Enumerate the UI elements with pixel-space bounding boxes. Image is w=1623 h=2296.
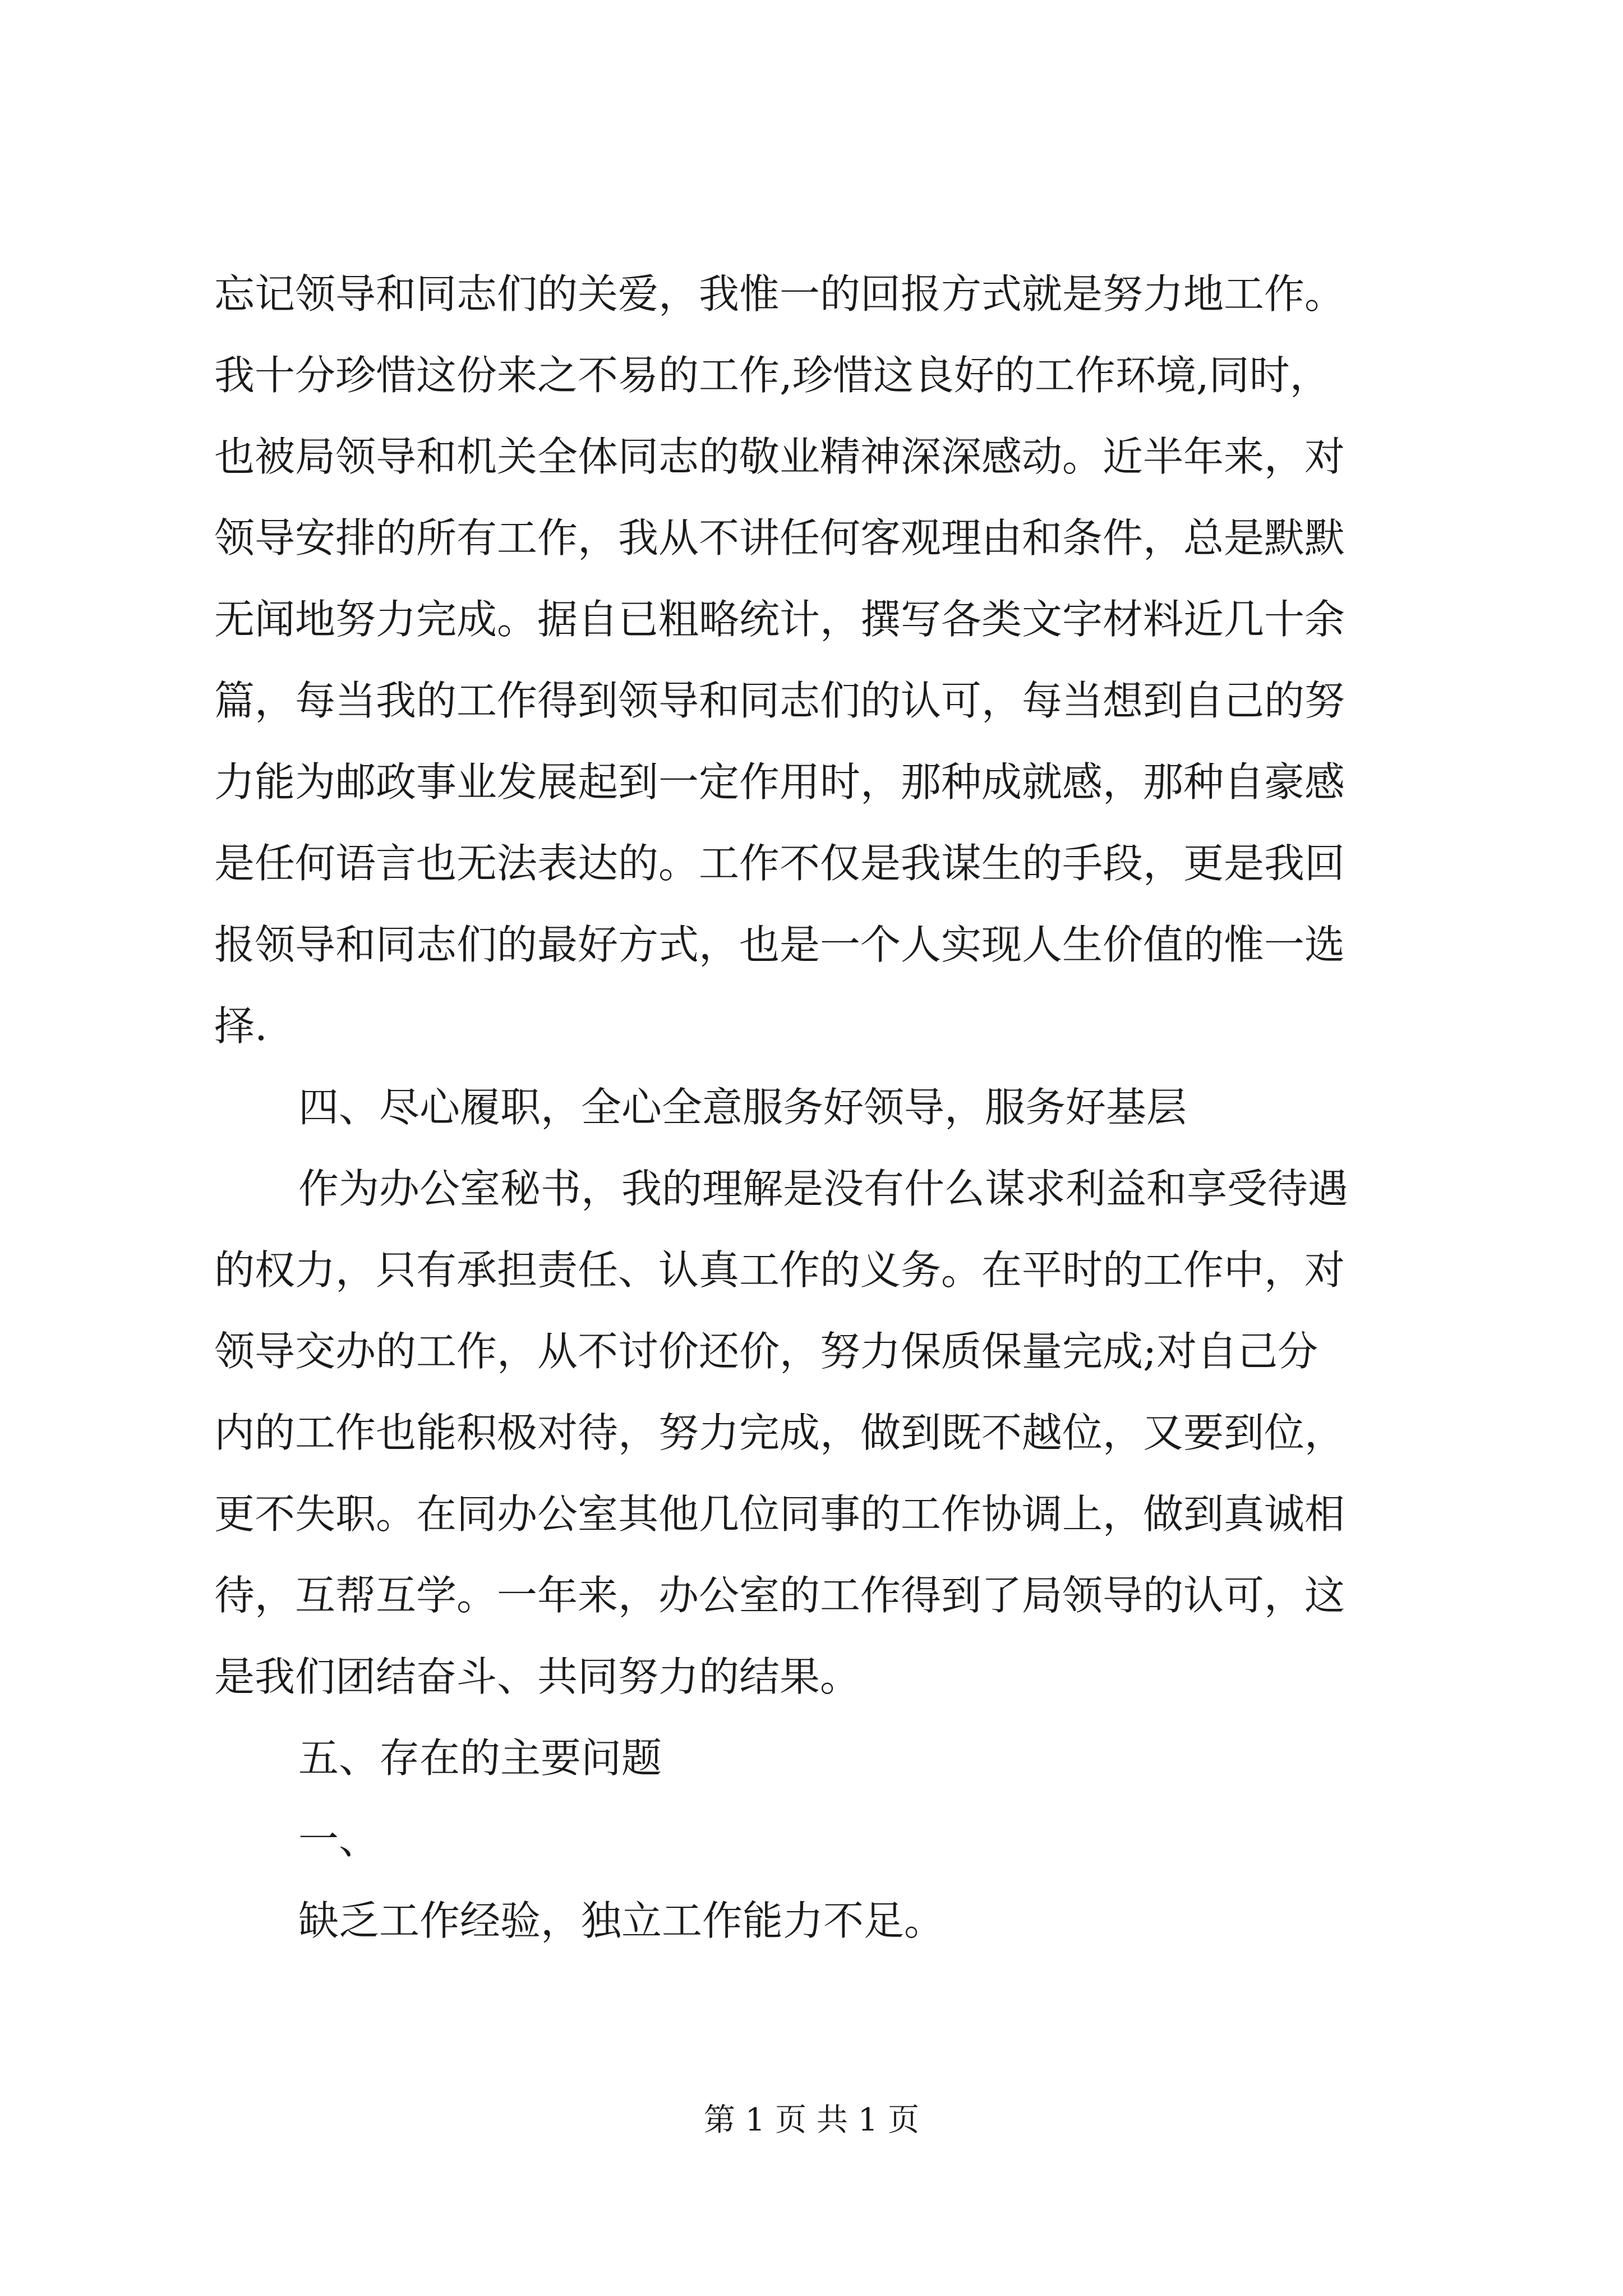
paragraph-line: 我十分珍惜这份来之不易的工作,珍惜这良好的工作环境,同时， [214, 352, 1330, 399]
paragraph-line: 是任何语言也无法表达的。工作不仅是我谋生的手段，更是我回 [214, 840, 1345, 887]
paragraph-line: 忘记领导和同志们的关爱，我惟一的回报方式就是努力地工作。 [214, 270, 1345, 318]
paragraph-line: 报领导和同志们的最好方式，也是一个人实现人生价值的惟一选 [214, 921, 1345, 968]
paragraph-line: 待，互帮互学。一年来，办公室的工作得到了局领导的认可，这 [214, 1572, 1345, 1619]
section-heading: 五、存在的主要问题 [298, 1734, 662, 1782]
document-body [214, 254, 1420, 1962]
paragraph-line: 作为办公室秘书，我的理解是没有什么谋求利益和享受待遇 [298, 1165, 1349, 1212]
paragraph-line: 更不失职。在同办公室其他几位同事的工作协调上，做到真诚相 [214, 1490, 1345, 1538]
paragraph-line: 内的工作也能积极对待，努力完成，做到既不越位，又要到位， [214, 1409, 1345, 1456]
paragraph-line: 是我们团结奋斗、共同努力的结果。 [214, 1653, 861, 1700]
paragraph-line: 的权力，只有承担责任、认真工作的义务。在平时的工作中，对 [214, 1246, 1345, 1294]
paragraph-line: 篇，每当我的工作得到领导和同志们的认可，每当想到自己的努 [214, 677, 1345, 724]
paragraph-line: 领导安排的所有工作，我从不讲任何客观理由和条件，总是默默 [214, 514, 1345, 562]
paragraph-line: 择. [214, 1002, 268, 1050]
paragraph-line: 缺乏工作经验，独立工作能力不足。 [298, 1897, 945, 1944]
list-marker: 一、 [298, 1816, 380, 1863]
paragraph-line: 领导交办的工作，从不讨价还价，努力保质保量完成;对自己分 [214, 1328, 1318, 1375]
page-footer: 第 1 页 共 1 页 [703, 2102, 920, 2138]
section-heading: 四、尽心履职，全心全意服务好领导，服务好基层 [298, 1084, 1187, 1131]
paragraph-line: 也被局领导和机关全体同志的敬业精神深深感动。近半年来，对 [214, 433, 1345, 480]
paragraph-line: 力能为邮政事业发展起到一定作用时，那种成就感，那种自豪感 [214, 758, 1345, 806]
paragraph-line: 无闻地努力完成。据自已粗略统计，撰写各类文字材料近几十余 [214, 596, 1345, 643]
